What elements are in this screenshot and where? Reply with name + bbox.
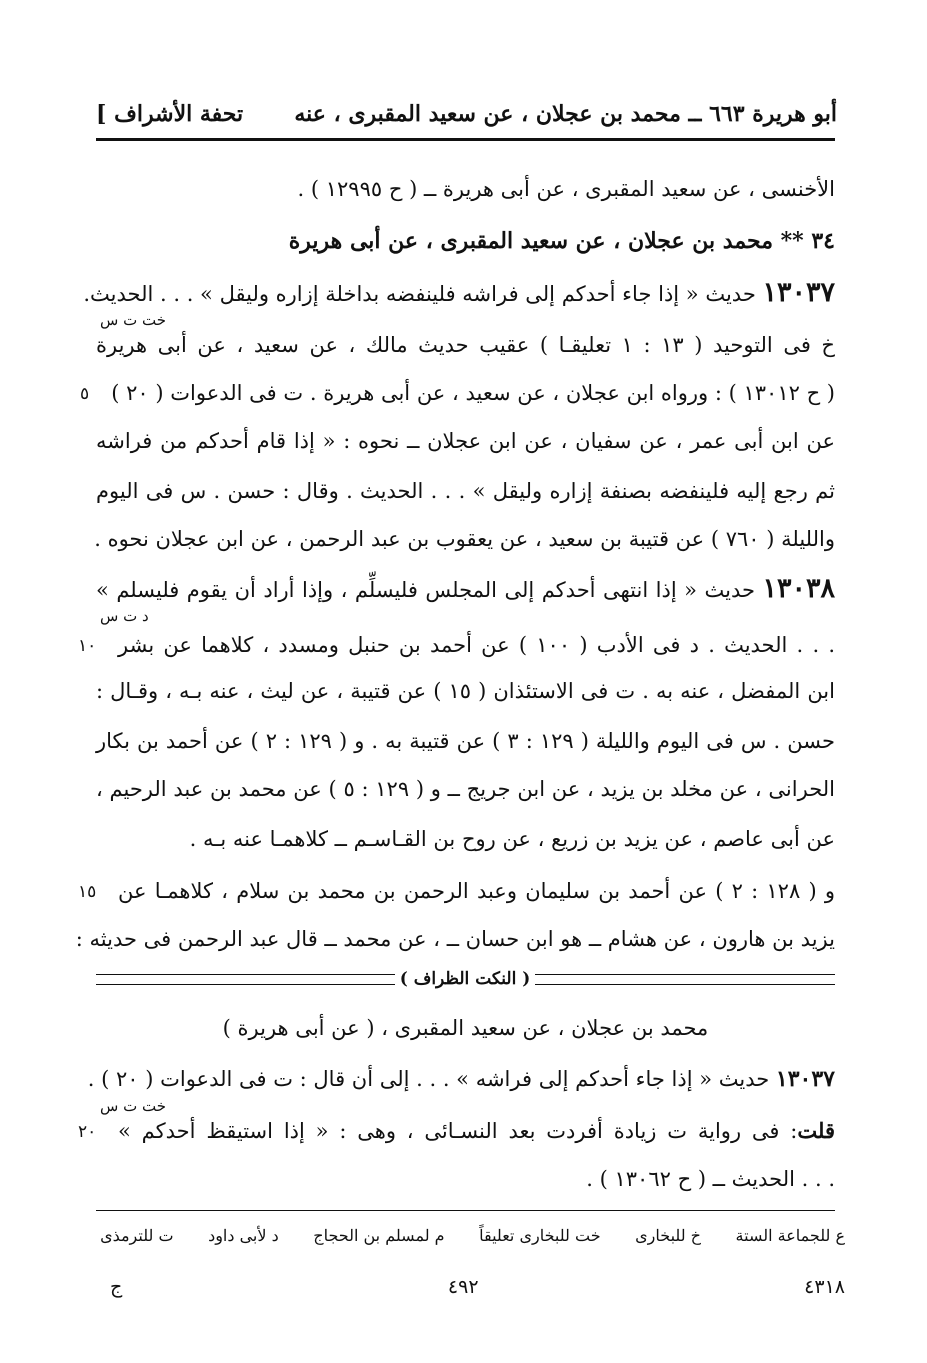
text-line-4: خ فى التوحيد ( ١٣ : ١ تعليقـا ) عقيب حديث مالك ، عن سعيد ، عن أبى هريرة	[96, 333, 835, 357]
nukat-line-2	[118, 1108, 835, 1154]
section-divider-title: ( النكت الظراف )	[395, 966, 535, 992]
text-line-1: الأخنسى ، عن سعيد المقبرى ، عن أبى هريرة ــ ( ح ١٢٩٩٥ ) .	[297, 177, 835, 201]
hadith-text: حديث « إذا جاء أحدكم إلى فراشه فلينفضه بداخلة إزاره وليقل » . . . الحديث.	[83, 282, 756, 306]
folio-number: ٤٣١٨	[804, 1276, 845, 1298]
text-line-15: و ( ١٢٨ : ٢ ) عن أحمد بن سليمان وعبد الرحمن بن محمد بن سلام ، كلاهمـا عن	[118, 879, 835, 903]
abbr-item: ت للترمذى	[100, 1225, 174, 1245]
text-line-14: عن أبى عاصم ، عن يزيد بن زريع ، عن روح بن القـاسـم ــ كلاهمـا عنه بـه .	[189, 827, 835, 851]
hadith-text: حديث « إذا جاء أحدكم إلى فراشه » . . . إلى أن قال : ت فى الدعوات ( ٢٠ ) .	[87, 1067, 770, 1091]
hadith-number: ١٣٠٣٨	[762, 573, 835, 604]
hadith-13038	[96, 566, 835, 612]
text-line-7: ثم رجع إليه فلينفضه بصنفة إزاره وليقل » . . . الحديث . وقال : حسن . س فى اليوم	[96, 479, 835, 503]
hadith-text: حديث « إذا انتهى أحدكم إلى المجلس فليسلِّم ، وإذا أراد أن يقوم فليسلم »	[96, 578, 755, 602]
abbr-item: خت للبخارى تعليقاً	[479, 1225, 601, 1245]
text-line-12: حسن . س فى اليوم والليلة ( ١٢٩ : ٣ ) عن قتيبة به . و ( ١٢٩ : ٢ ) عن أحمد بن بكار	[96, 729, 835, 753]
hadith-number: ١٣٠٣٧	[775, 1066, 835, 1092]
footnote-rule	[96, 1210, 835, 1211]
volume-letter: ج	[110, 1276, 123, 1298]
header-right: أبو هريرة ٦٦٣ ــ محمد بن عجلان ، عن سعيد المقبرى ، عنه	[294, 101, 837, 127]
line-number-margin: ١٠	[78, 636, 97, 656]
sigla: خت ت س	[100, 1097, 166, 1115]
sigla: خت ت س	[100, 311, 166, 329]
qultu-label: قلت	[797, 1118, 835, 1143]
header-left: [ تحفة الأشراف	[96, 101, 244, 127]
line-number-margin: ٢٠	[78, 1122, 97, 1142]
nukat-hadith-13037	[87, 1056, 835, 1102]
chapter-heading: ٣٤ ** محمد بن عجلان ، عن سعيد المقبرى ، عن أبى هريرة	[288, 228, 835, 254]
text-line-13: الحرانى ، عن مخلد بن يزيد ، عن ابن جريج ــ و ( ١٢٩ : ٥ ) عن محمد بن عبد الرحيم ،	[96, 777, 835, 801]
line-number-margin: ٥	[80, 384, 90, 404]
text-line-16: يزيد بن هارون ، عن هشام ــ هو ابن حسان ــ ، عن محمد ــ قال عبد الرحمن فى حديثه :	[75, 927, 835, 951]
hadith-13037	[83, 270, 835, 316]
line-number-margin: ١٥	[78, 882, 97, 902]
abbreviation-key	[100, 1220, 845, 1250]
header-rule	[96, 138, 835, 141]
abbr-item: م لمسلم بن الحجاج	[313, 1225, 445, 1245]
abbr-item: خ للبخارى	[635, 1225, 701, 1245]
running-header	[96, 92, 837, 136]
text-line-11: ابن المفضل ، عنه به . ت فى الاستئذان ( ١٥ ) عن قتيبة ، عن ليث ، عنه بـه ، وقـال :	[96, 679, 835, 703]
text-line-10: . . . الحديث . د فى الأدب ( ١٠٠ ) عن أحمد بن حنبل ومسدد ، كلاهما عن بشر	[118, 633, 836, 657]
text-line-6: عن ابن أبى عمر ، عن سفيان ، عن ابن عجلان ــ نحوه : « إذا قام أحدكم من فراشه	[96, 429, 835, 453]
nukat-text: : فى رواية ت زيادة أفردت بعد النسـائى ، وهى : « إذا استيقظ أحدكم »	[118, 1119, 798, 1143]
sigla: د ت س	[100, 607, 149, 625]
text-line-8: والليلة ( ٧٦٠ ) عن قتيبة بن سعيد ، عن يعقوب بن عبد الرحمن ، عن ابن عجلان نحوه .	[94, 527, 835, 551]
hadith-number: ١٣٠٣٧	[762, 277, 835, 308]
page-footer	[110, 1270, 845, 1304]
nukat-line-3: . . . الحديث ــ ( ح ١٣٠٦٢ ) .	[586, 1167, 835, 1191]
abbr-item: ع للجماعة الستة	[735, 1225, 845, 1245]
page-number: ٤٩٢	[447, 1276, 479, 1298]
abbr-item: د لأبى داود	[208, 1225, 279, 1245]
text-line-5: ( ح ١٣٠١٢ ) : ورواه ابن عجلان ، عن سعيد ، عن أبى هريرة . ت فى الدعوات ( ٢٠ )	[111, 381, 835, 405]
nukat-heading: محمد بن عجلان ، عن سعيد المقبرى ، ( عن أبى هريرة )	[222, 1016, 709, 1040]
